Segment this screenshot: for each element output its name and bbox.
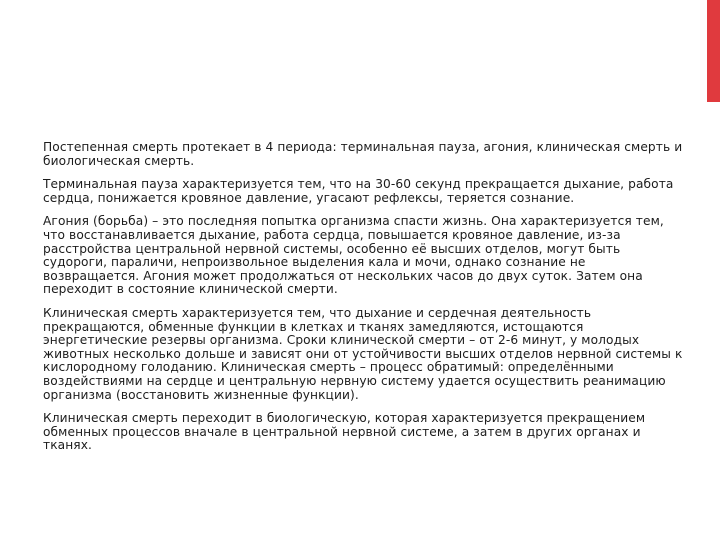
paragraph-biological-death: Клиническая смерть переходит в биологическую, которая характеризуется прекращением обменных процессов вначале в центральной нервной системе, а затем в других органах и тканях. <box>43 411 646 453</box>
paragraph-clinical-death: Клиническая смерть характеризуется тем, что дыхание и сердечная деятельность прекращаются, обменные функции в клетках и тканях замедляются, истощаются энергетические резервы организма. Сроки клинической смерти – от 2-6 минут, у молодых животных несколько дольше и зависят они от устойчивости высших отделов нервной системы к кислородному голоданию. Клиническая смерть – процесс обратимый: определёнными воздействиями на сердце и центральную нервную систему удается осуществить реанимацию организма (восстановить жизненные функции). <box>43 305 683 402</box>
paragraph-terminal-pause: Терминальная пауза характеризуется тем, что на 30-60 секунд прекращается дыхание, работа сердца, понижается кровяное давление, угасают рефлексы, теряется сознание. <box>43 177 674 205</box>
paragraph-stages: Постепенная смерть протекает в 4 периода: терминальная пауза, агония, клиническая смерть и биологическая смерть. <box>43 140 683 168</box>
accent-bar <box>707 0 720 102</box>
paragraph-agony: Агония (борьба) – это последняя попытка организма спасти жизнь. Она характеризуется тем, что восстанавливается дыхание, работа сердца, повышается кровяное давление, из-за расстройства центральной нервной системы, особенно её высших отделов, могут быть судороги, параличи, непроизвольное выделения кала и мочи, однако сознание не возвращается. Агония может продолжаться от нескольких часов до двух суток. Затем она переходит в состояние клинической смерти. <box>43 214 664 297</box>
text-body <box>43 141 685 463</box>
